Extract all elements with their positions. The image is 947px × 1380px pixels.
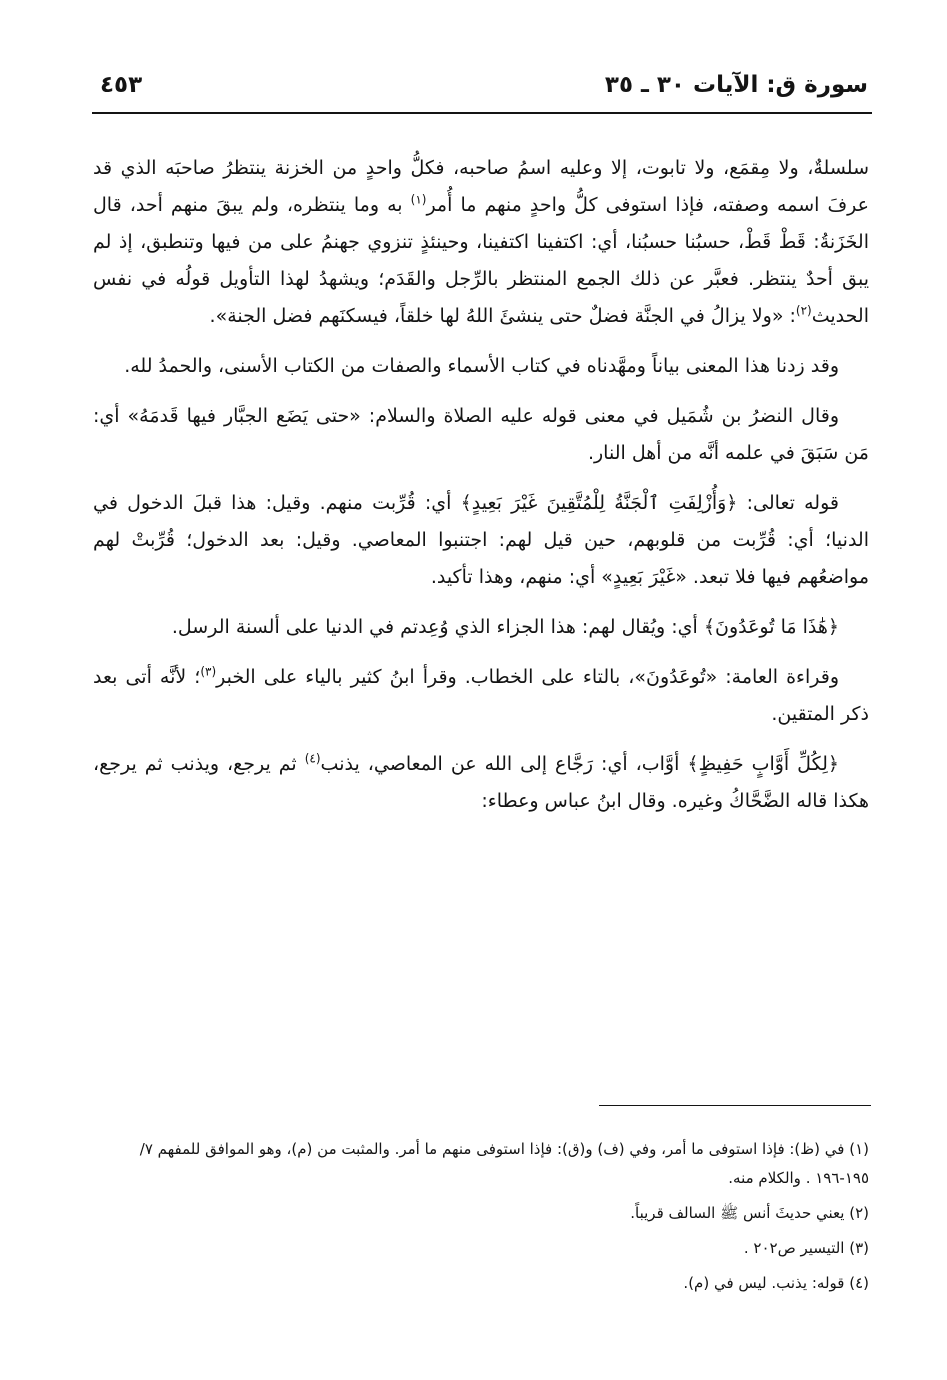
footnotes [93, 1135, 869, 1304]
footnote-ref-3: (٣) [200, 664, 217, 679]
paragraph-1-part-2: به وما ينتظره، ولم يبقَ منهم أحد، قال الخَزَنةُ: قَطْ قَطْ، حسبُنا حسبُنا، أي: اكتفينا اكتفينا، وحينئذٍ تنزوي جهنمُ على من فيها وتنطبق، إذ لم يبق أحدٌ ينتظر. فعبَّر عن ذلك الجمع المنتظر بالرِّجل والقَدَم؛ ويشهدُ لهذا التأويل قولُه في نفس الحديث [93, 194, 869, 327]
footnote-ref-4: (٤) [304, 751, 321, 766]
footnote-1: (١) في (ظ): فإذا استوفى ما أمر، وفي (ف) و(ق): فإذا استوفى منهم ما أمر. والمثبت من (م)، وهو الموافق للمفهم ٧/ ١٩٥-١٩٦ . والكلام منه. [139, 1140, 869, 1187]
paragraph-1-part-1: سلسلةٌ، ولا مِقمَع، ولا تابوت، إلا وعليه اسمُ صاحبه، فكلُّ واحدٍ من الخزنة ينتظرُ صاحبَه الذي قد عرفَ اسمه وصفته، فإذا استوفى كلُّ واحدٍ منهم ما أُمر [93, 157, 869, 216]
header-divider [92, 112, 872, 114]
paragraph-5: ﴿هَٰذَا مَا تُوعَدُونَ﴾ أي: ويُقال لهم: هذا الجزاء الذي وُعِدتم في الدنيا على ألسنة الرسل. [171, 616, 839, 638]
footnote-2: (٢) يعني حديثَ أنس ﷺ السالف قريباً. [630, 1204, 869, 1222]
footnote-4: (٤) قوله: يذنب. ليس في (م). [683, 1274, 869, 1292]
paragraph-7-part-1: ﴿لِكُلِّ أَوَّابٍ حَفِيظٍ﴾ أوَّاب، أي: رَجَّاع إلى الله عن المعاصي، يذنب [320, 753, 839, 775]
footnote-divider [599, 1105, 871, 1106]
page-number: ٤٥٣ [100, 72, 143, 98]
running-title: سورة ق: الآيات ٣٠ ـ ٣٥ [604, 72, 868, 98]
paragraph-3: وقال النضرُ بن شُمَيل في معنى قوله عليه الصلاة والسلام: «حتى يَضَع الجبَّار فيها قَدمَهُ» أي: مَن سَبَقَ في علمه أنَّه من أهل النار. [93, 405, 869, 464]
page-header [100, 70, 868, 110]
paragraph-1 [93, 150, 869, 335]
main-text [93, 150, 869, 833]
paragraph-4: قوله تعالى: ﴿وَأُزْلِفَتِ ٱلْجَنَّةُ لِلْمُتَّقِينَ غَيْرَ بَعِيدٍ﴾ أي: قُرِّبت منهم. وقيل: هذا قبلَ الدخول في الدنيا؛ أي: قُرِّبت من قلوبهم، حين قيل لهم: اجتنبوا المعاصي. وقيل: بعد الدخول؛ قُرِّبتْ لهم مواضعُهم فيها فلا تبعد. «غَيْرَ بَعِيدٍ» أي: منهم، وهذا تأكيد. [93, 492, 869, 588]
paragraph-7 [93, 746, 869, 820]
paragraph-7-part-2: ثم يرجع، ويذنب ثم يرجع، هكذا قاله الضَّحَّاكُ وغيره. وقال ابنُ عباس وعطاء: [93, 753, 869, 812]
footnote-ref-1: (١) [410, 192, 427, 207]
paragraph-6 [93, 659, 869, 733]
paragraph-2: وقد زدنا هذا المعنى بياناً ومهَّدناه في كتاب الأسماء والصفات من الكتاب الأسنى، والحمدُ لله. [124, 355, 839, 377]
footnote-3: (٣) التيسير ص٢٠٢ . [743, 1239, 869, 1257]
paragraph-1-part-3: : «ولا يزالُ في الجنَّة فضلٌ حتى ينشئَ اللهُ لها خلقاً، فيسكنَهم فضل الجنة». [209, 305, 796, 327]
paragraph-6-part-1: وقراءة العامة: «تُوعَدُونَ»، بالتاء على الخطاب. وقرأ ابنُ كثير بالياء على الخبر [216, 666, 839, 688]
paragraph-6-part-2: ؛ لأنَّه أتى بعد ذكر المتقين. [93, 666, 869, 725]
footnote-ref-2: (٢) [795, 303, 812, 318]
